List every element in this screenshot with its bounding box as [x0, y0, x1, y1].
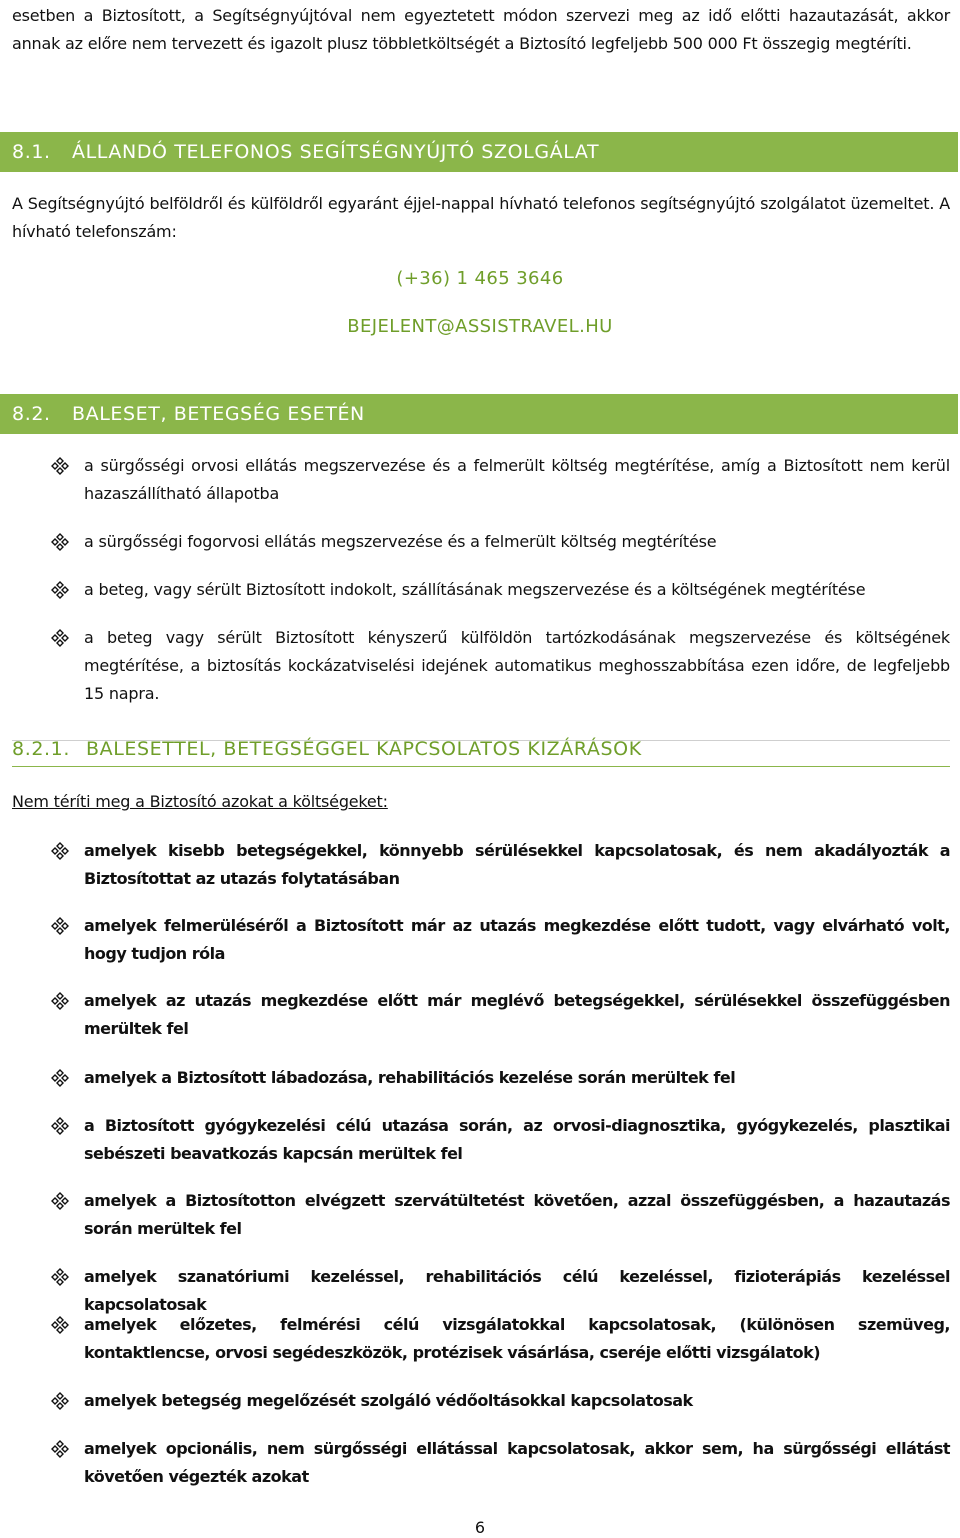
- list-item: amelyek felmerüléséről a Biztosított már az utazás megkezdése előtt tudott, vagy elvárható volt, hogy tudjon róla: [84, 916, 950, 963]
- diamond-bullet-icon: [50, 916, 70, 936]
- section-title: BALESET, BETEGSÉG ESETÉN: [72, 403, 365, 425]
- divider: [12, 766, 950, 767]
- list-item: a sürgősségi orvosi ellátás megszervezése és a felmerült költség megtérítése, amíg a Biztosított nem kerül hazaszállítható állapotba: [84, 456, 950, 503]
- section-title: BALESETTEL, BETEGSÉGGEL KAPCSOLATOS KIZÁRÁSOK: [86, 738, 642, 760]
- diamond-bullet-icon: [50, 841, 70, 861]
- diamond-bullet-icon: [50, 532, 70, 552]
- section-8-2-heading: [0, 394, 958, 434]
- section-8-1-heading: [0, 132, 958, 172]
- diamond-bullet-icon: [50, 1439, 70, 1459]
- diamond-bullet-icon: [50, 1267, 70, 1287]
- diamond-bullet-icon: [50, 1315, 70, 1335]
- list-item: amelyek opcionális, nem sürgősségi ellátással kapcsolatosak, akkor sem, ha sürgősségi ellátást követően végezték azokat: [84, 1439, 950, 1486]
- list-item: amelyek betegség megelőzését szolgáló védőoltásokkal kapcsolatosak: [84, 1391, 693, 1410]
- list-item: amelyek előzetes, felmérési célú vizsgálatokkal kapcsolatosak, (különösen szemüveg, kontaktlencse, orvosi segédeszközök, protézisek vásárlása, cseréje előtti vizsgálatok): [84, 1315, 950, 1362]
- section-number: 8.2.: [12, 403, 51, 425]
- diamond-bullet-icon: [50, 1068, 70, 1088]
- phone-number: (+36) 1 465 3646: [396, 268, 564, 289]
- list-item: amelyek az utazás megkezdése előtt már meglévő betegségekkel, sérülésekkel összefüggésben merültek fel: [84, 991, 950, 1038]
- diamond-bullet-icon: [50, 1191, 70, 1211]
- exclusions-lead: Nem téríti meg a Biztosító azokat a költségeket:: [12, 792, 388, 811]
- diamond-bullet-icon: [50, 991, 70, 1011]
- list-item: a beteg vagy sérült Biztosított kényszerű külföldön tartózkodásának megszervezése és költségének megtérítése, a biztosítás kockázatviselési idejének automatikus meghosszabbítása ezen időre, de legfeljebb 15 napra.: [84, 628, 950, 703]
- diamond-bullet-icon: [50, 456, 70, 476]
- list-item: amelyek a Biztosítotton elvégzett szervátültetést követően, azzal összefüggésben, a hazautazás során merültek fel: [84, 1191, 950, 1238]
- section-title: ÁLLANDÓ TELEFONOS SEGÍTSÉGNYÚJTÓ SZOLGÁLAT: [72, 141, 600, 163]
- list-item: amelyek a Biztosított lábadozása, rehabilitációs kezelése során merültek fel: [84, 1068, 736, 1087]
- section-number: 8.1.: [12, 141, 51, 163]
- list-item: amelyek kisebb betegségekkel, könnyebb sérülésekkel kapcsolatosak, és nem akadályozták a Biztosítottat az utazás folytatásában: [84, 841, 950, 888]
- list-item: a beteg, vagy sérült Biztosított indokolt, szállításának megszervezése és a költségének megtérítése: [84, 580, 866, 599]
- diamond-bullet-icon: [50, 1391, 70, 1411]
- diamond-bullet-icon: [50, 1116, 70, 1136]
- list-item: a Biztosított gyógykezelési célú utazása során, az orvosi-diagnosztika, gyógykezelés, plasztikai sebészeti beavatkozás kapcsán merültek fel: [84, 1116, 950, 1163]
- diamond-bullet-icon: [50, 580, 70, 600]
- email-address: BEJELENT@ASSISTRAVEL.HU: [347, 316, 613, 337]
- section-number: 8.2.1.: [12, 738, 70, 760]
- section-8-1-body: A Segítségnyújtó belföldről és külföldről egyaránt éjjel-nappal hívható telefonos segítségnyújtó szolgálatot üzemeltet. A hívható telefonszám:: [12, 194, 950, 241]
- list-item: a sürgősségi fogorvosi ellátás megszervezése és a felmerült költség megtérítése: [84, 532, 717, 551]
- page-number: 6: [474, 1518, 486, 1537]
- list-item: amelyek szanatóriumi kezeléssel, rehabilitációs célú kezeléssel, fizioterápiás kezeléssel kapcsolatosak: [84, 1267, 950, 1314]
- intro-paragraph: esetben a Biztosított, a Segítségnyújtóval nem egyeztetett módon szervezi meg az idő előtti hazautazását, akkor annak az előre nem tervezett és igazolt plusz többletköltségét a Biztosító legfeljebb 500 000 Ft összegig megtéríti.: [12, 6, 950, 53]
- diamond-bullet-icon: [50, 628, 70, 648]
